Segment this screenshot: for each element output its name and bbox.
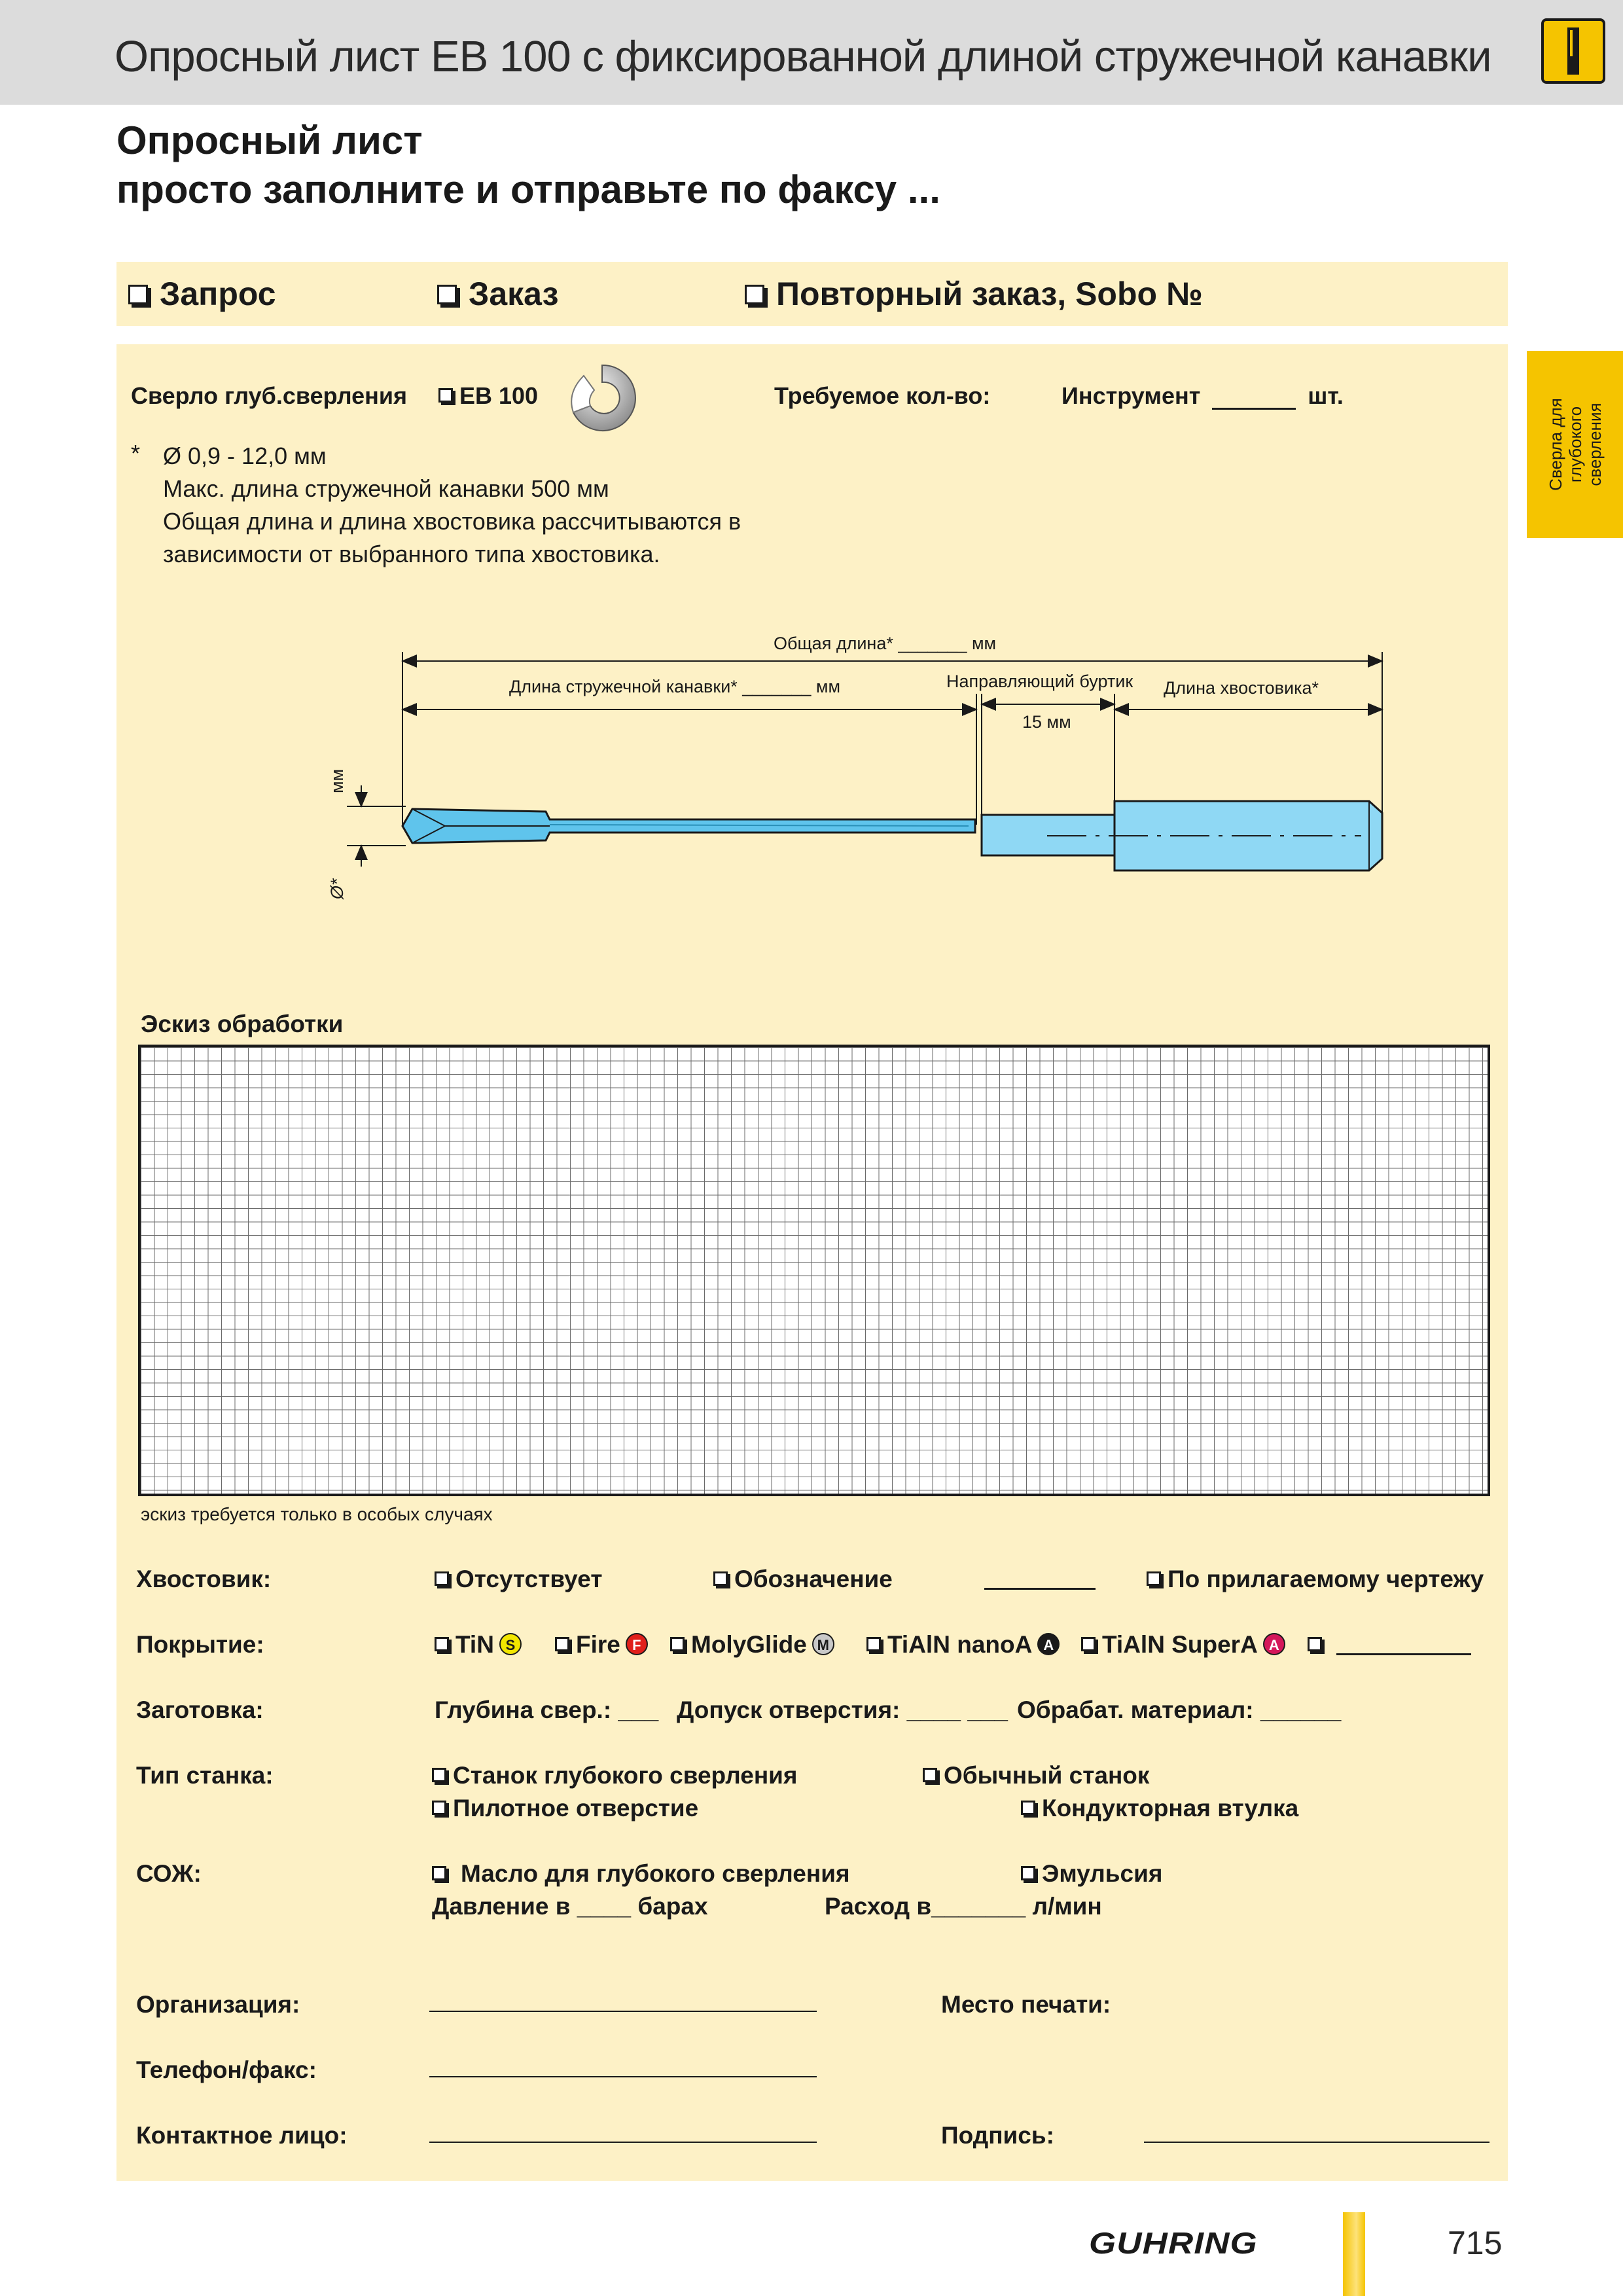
order-label: Заказ	[469, 276, 559, 312]
sketch-title: Эскиз обработки	[141, 1011, 344, 1037]
footer-brand-logo: GUHRING	[1089, 2226, 1258, 2260]
contact-org-field[interactable]	[429, 2004, 817, 2012]
coolant-emulsion-checkbox[interactable]	[1021, 1866, 1035, 1880]
coating-nanoa-label: TiAlN nanoA	[887, 1631, 1033, 1658]
coating-supera-badge: A	[1263, 1633, 1285, 1655]
side-tab-line-1: Сверла для	[1545, 398, 1565, 491]
qty-unit: шт.	[1308, 382, 1344, 409]
machine-normal-option[interactable]	[923, 1762, 1149, 1789]
shank-designation-checkbox[interactable]	[713, 1571, 728, 1586]
reorder-option[interactable]	[745, 275, 1203, 313]
tool-label: Сверло глуб.сверления	[131, 382, 407, 409]
notes-max-length: Макс. длина стружечной канавки 500 мм	[163, 475, 609, 502]
qty-field[interactable]	[1212, 386, 1296, 410]
shank-none-option[interactable]	[435, 1566, 602, 1593]
qty-label: Требуемое кол-во:	[774, 382, 991, 409]
coolant-oil-checkbox[interactable]	[432, 1866, 446, 1880]
shank-none-checkbox[interactable]	[435, 1571, 449, 1586]
eb100-label: EB 100	[459, 382, 539, 409]
dim-guide-collar: Направляющий буртик	[946, 672, 1133, 691]
drill-drawing	[314, 628, 1400, 910]
coating-molyglide-checkbox[interactable]	[670, 1637, 685, 1651]
sketch-note: эскиз требуется только в особых случаях	[141, 1504, 493, 1524]
coolant-flow[interactable]: Расход в_______ л/мин	[825, 1893, 1102, 1920]
machine-bushing-option[interactable]	[1021, 1795, 1298, 1822]
coating-option-tialn-supera[interactable]	[1081, 1631, 1285, 1659]
sketch-grid[interactable]	[138, 1045, 1490, 1496]
coating-tin-badge: S	[499, 1633, 522, 1655]
dim-shank-length: Длина хвостовика*	[1164, 678, 1319, 698]
coating-fire-label: Fire	[576, 1631, 620, 1658]
notes-star: *	[131, 440, 141, 467]
machine-normal-label: Обычный станок	[944, 1762, 1150, 1789]
shank-none-label: Отсутствует	[455, 1566, 603, 1592]
coolant-emulsion-label: Эмульсия	[1042, 1860, 1163, 1887]
coating-nanoa-checkbox[interactable]	[866, 1637, 881, 1651]
coating-supera-checkbox[interactable]	[1081, 1637, 1096, 1651]
dim-total-length: Общая длина* _______ мм	[774, 634, 997, 653]
coolant-emulsion-option[interactable]	[1021, 1860, 1162, 1888]
dim-flute-length: Длина стружечной канавки* _______ мм	[509, 677, 841, 696]
intro-line-2: просто заполните и отправьте по факсу ...	[116, 168, 940, 211]
workpiece-tolerance[interactable]: Допуск отверстия: ____ ___	[677, 1696, 1008, 1723]
coating-supera-label: TiAlN SuperA	[1102, 1631, 1258, 1658]
qty-instrument-label: Инструмент	[1061, 382, 1201, 409]
order-option[interactable]	[437, 275, 558, 313]
machine-pilot-label: Пилотное отверстие	[453, 1795, 699, 1821]
machine-normal-checkbox[interactable]	[923, 1768, 937, 1782]
dim-diameter-symbol: Ø*	[327, 878, 347, 899]
machine-pilot-checkbox[interactable]	[432, 1801, 446, 1815]
coating-fire-checkbox[interactable]	[555, 1637, 569, 1651]
notes-calc-line-2: зависимости от выбранного типа хвостовика.	[163, 541, 660, 567]
coating-option-tialn-nanoa[interactable]	[866, 1631, 1060, 1659]
reorder-checkbox[interactable]	[745, 285, 764, 304]
contact-signature-label: Подпись:	[941, 2122, 1054, 2149]
dim-diameter-unit: мм	[327, 768, 347, 793]
page-number: 715	[1448, 2225, 1503, 2261]
contact-person-field[interactable]	[429, 2135, 817, 2143]
coating-nanoa-badge: A	[1037, 1633, 1060, 1655]
coating-molyglide-badge: M	[812, 1633, 834, 1655]
notes-range: Ø 0,9 - 12,0 мм	[163, 442, 327, 469]
workpiece-material[interactable]: Обрабат. материал: ______	[1017, 1696, 1342, 1723]
shank-drawing-label: По прилагаемому чертежу	[1168, 1566, 1484, 1592]
contact-org-label: Организация:	[136, 1991, 300, 2018]
notes-calc-line-1: Общая длина и длина хвостовика рассчитываются в	[163, 508, 741, 535]
contact-signature-field[interactable]	[1144, 2135, 1489, 2143]
eb100-checkbox[interactable]	[438, 388, 453, 403]
shank-label: Хвостовик:	[136, 1566, 272, 1592]
coating-other-checkbox[interactable]	[1308, 1637, 1322, 1651]
shank-drawing-option[interactable]	[1147, 1566, 1484, 1593]
shank-designation-label: Обозначение	[734, 1566, 893, 1592]
tool-option[interactable]	[438, 382, 538, 410]
page-title: Опросный лист EB 100 с фиксированной длиной стружечной канавки	[115, 32, 1491, 81]
coolant-label: СОЖ:	[136, 1860, 202, 1887]
coating-fire-badge: F	[626, 1633, 648, 1655]
machine-deep-checkbox[interactable]	[432, 1768, 446, 1782]
inquiry-checkbox[interactable]	[128, 285, 148, 304]
coating-tin-label: TiN	[455, 1631, 494, 1658]
order-checkbox[interactable]	[437, 285, 457, 304]
coolant-pressure[interactable]: Давление в ____ барах	[432, 1893, 708, 1920]
coating-option-tin[interactable]	[435, 1631, 522, 1659]
machine-label: Тип станка:	[136, 1762, 274, 1789]
inquiry-option[interactable]	[128, 275, 276, 313]
workpiece-label: Заготовка:	[136, 1696, 264, 1723]
side-tab-line-3: сверления	[1584, 403, 1605, 486]
reorder-label: Повторный заказ, Sobo №	[776, 276, 1203, 312]
coating-other-field[interactable]	[1336, 1631, 1471, 1655]
machine-deep-option[interactable]	[432, 1762, 798, 1789]
contact-phone-label: Телефон/факс:	[136, 2056, 317, 2083]
side-tab	[1527, 351, 1623, 538]
intro-line-1: Опросный лист	[116, 118, 423, 162]
machine-bushing-label: Кондукторная втулка	[1042, 1795, 1299, 1821]
side-tab-text	[1527, 351, 1623, 538]
coating-option-fire[interactable]	[555, 1631, 648, 1659]
side-tab-line-2: глубокого	[1565, 406, 1585, 483]
machine-bushing-checkbox[interactable]	[1021, 1801, 1035, 1815]
contact-phone-field[interactable]	[429, 2070, 817, 2077]
notes-block	[163, 440, 741, 571]
inquiry-label: Запрос	[160, 276, 276, 312]
shank-drawing-checkbox[interactable]	[1147, 1571, 1161, 1586]
contact-stamp-label: Место печати:	[941, 1991, 1111, 2018]
footer-accent-bar	[1343, 2212, 1365, 2296]
coating-option-molyglide[interactable]	[670, 1631, 834, 1659]
drill-logo-icon	[1541, 18, 1605, 84]
workpiece-depth[interactable]: Глубина свер.: ___	[435, 1696, 659, 1723]
coating-option-other[interactable]	[1308, 1631, 1329, 1659]
drill-cross-section-icon	[564, 360, 640, 439]
coolant-oil-option[interactable]	[432, 1860, 850, 1888]
dim-collar-size: 15 мм	[1022, 712, 1071, 732]
shank-designation-field[interactable]	[984, 1566, 1096, 1590]
contact-person-label: Контактное лицо:	[136, 2122, 348, 2149]
machine-deep-label: Станок глубокого сверления	[453, 1762, 798, 1789]
qty-instrument	[1061, 382, 1344, 410]
coating-tin-checkbox[interactable]	[435, 1637, 449, 1651]
coolant-oil-label: Масло для глубокого сверления	[461, 1860, 850, 1887]
coating-label: Покрытие:	[136, 1631, 264, 1658]
shank-designation-option[interactable]	[713, 1566, 893, 1593]
coating-molyglide-label: MolyGlide	[691, 1631, 807, 1658]
machine-pilot-option[interactable]	[432, 1795, 698, 1822]
